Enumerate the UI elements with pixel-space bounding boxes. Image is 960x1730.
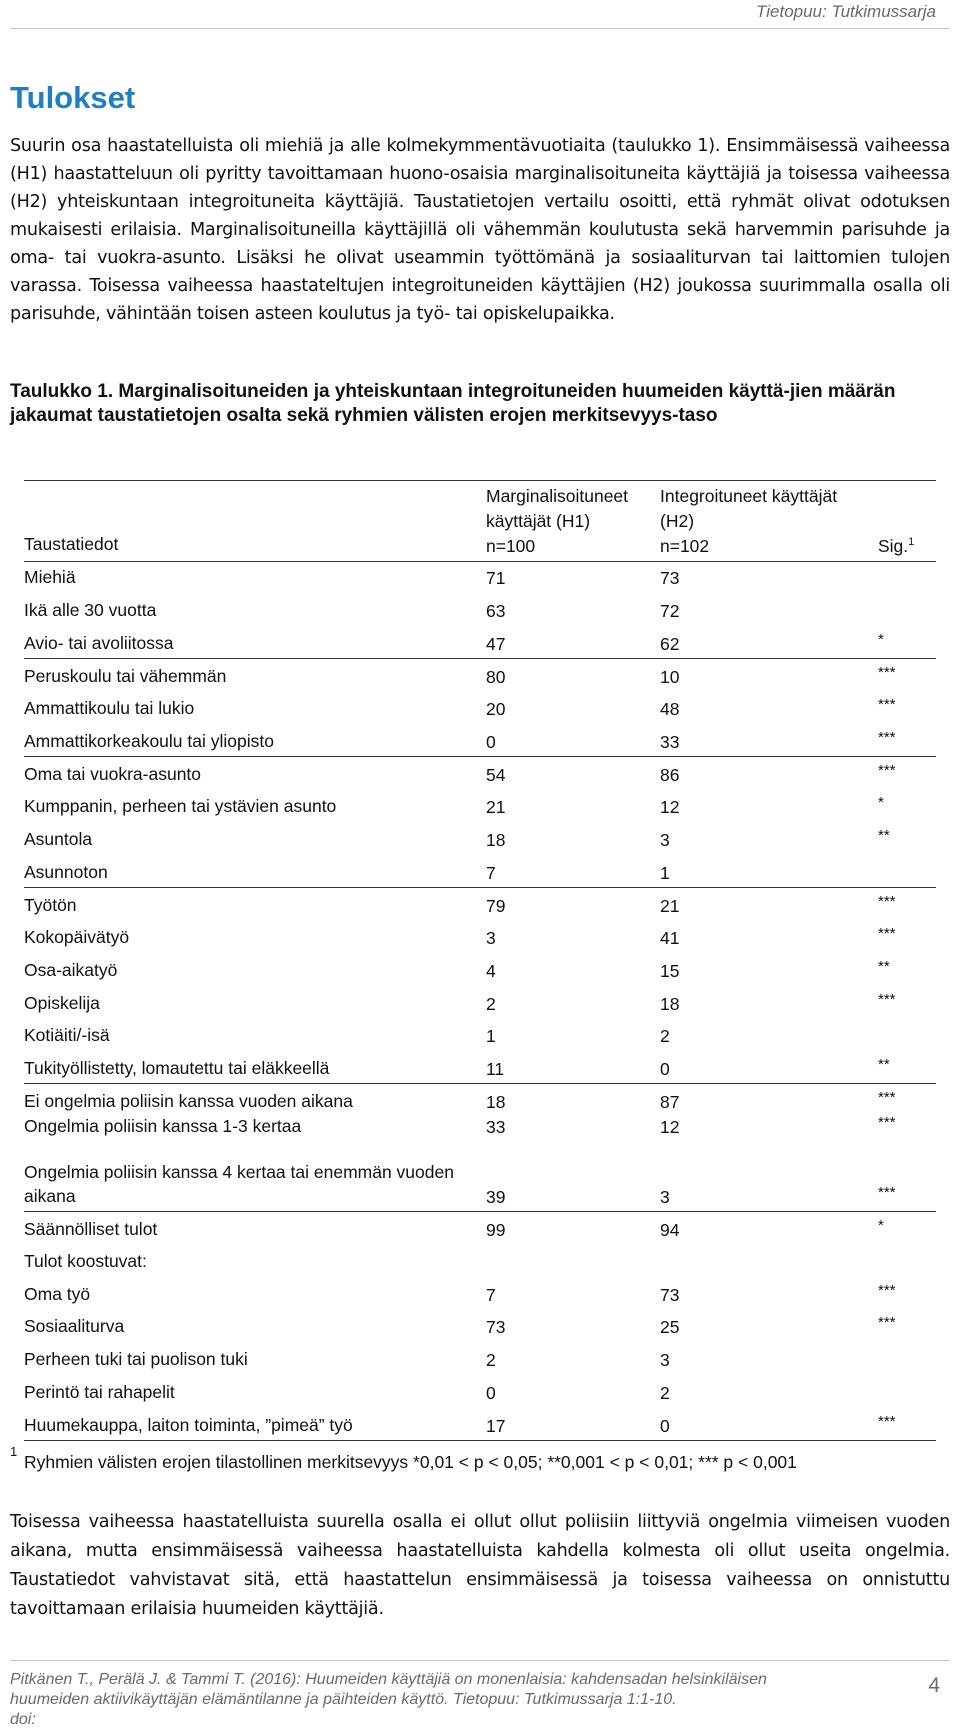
row-significance: ** bbox=[878, 1056, 890, 1073]
row-value-h2: 33 bbox=[660, 732, 680, 752]
row-label: Kotiäiti/-isä bbox=[24, 1025, 110, 1045]
row-value-h1: 18 bbox=[486, 1092, 506, 1112]
row-significance: *** bbox=[878, 893, 896, 910]
row-significance: *** bbox=[878, 729, 896, 746]
table-row bbox=[24, 1018, 936, 1050]
row-significance: * bbox=[878, 794, 884, 811]
row-label: Tulot koostuvat: bbox=[24, 1251, 147, 1271]
table-row bbox=[24, 789, 936, 821]
table-row bbox=[24, 821, 936, 854]
table-row bbox=[24, 1211, 936, 1244]
row-significance: *** bbox=[878, 991, 896, 1008]
row-label: Oma tai vuokra-asunto bbox=[24, 764, 202, 784]
row-value-h2: 0 bbox=[660, 1059, 670, 1079]
row-value-h2: 15 bbox=[660, 961, 680, 981]
row-value-h2: 72 bbox=[660, 601, 680, 621]
row-label: Avio- tai avoliitossa bbox=[24, 633, 174, 653]
row-value-h1: 21 bbox=[486, 797, 506, 817]
row-value-h1: 11 bbox=[486, 1059, 505, 1079]
row-value-h2: 62 bbox=[660, 634, 680, 654]
header-integrated bbox=[660, 484, 837, 559]
table-row bbox=[24, 1116, 936, 1141]
row-label: Ongelmia poliisin kanssa 1-3 kertaa bbox=[24, 1116, 302, 1136]
row-label: Peruskoulu tai vähemmän bbox=[24, 666, 227, 686]
row-value-h2: 21 bbox=[660, 896, 680, 916]
row-value-h1: 54 bbox=[486, 765, 506, 785]
header-taustatiedot: Taustatiedot bbox=[24, 534, 119, 554]
row-label: Oma työ bbox=[24, 1284, 91, 1304]
row-label: Ei ongelmia poliisin kanssa vuoden aikana bbox=[24, 1091, 353, 1111]
row-value-h2: 18 bbox=[660, 994, 680, 1014]
table-row bbox=[24, 1341, 936, 1374]
row-value-h2: 94 bbox=[660, 1220, 680, 1240]
row-label: Ikä alle 30 vuotta bbox=[24, 600, 157, 620]
row-value-h1: 18 bbox=[486, 830, 506, 850]
row-value-h2: 10 bbox=[660, 667, 680, 687]
table-caption: Taulukko 1. Marginalisoituneiden ja yhteiskuntaan integroituneiden huumeiden käyttä-jien määrän jakaumat taustatietojen osalta sekä ryhmien välisten erojen merkitsevyys-taso bbox=[10, 381, 896, 426]
table-row bbox=[24, 952, 936, 985]
header-divider bbox=[10, 28, 950, 29]
row-significance: *** bbox=[878, 1089, 896, 1106]
row-label: Osa-aikatyö bbox=[24, 960, 118, 980]
footer-citation-line2: huumeiden aktiivikäyttäjän elämäntilanne ja päihteiden käyttö. Tietopuu: Tutkimussarja 1:1-10. bbox=[10, 1691, 677, 1708]
table-row bbox=[24, 1374, 936, 1407]
row-value-h1: 2 bbox=[486, 1350, 496, 1370]
row-label: Ammattikorkeakoulu tai yliopisto bbox=[24, 731, 274, 751]
row-label: Asuntola bbox=[24, 829, 93, 849]
row-value-h1: 4 bbox=[486, 961, 496, 981]
table-row bbox=[24, 592, 936, 625]
header-marginalized bbox=[486, 484, 628, 559]
row-value-h1: 79 bbox=[486, 896, 506, 916]
footer-citation bbox=[10, 1670, 890, 1730]
table-row bbox=[24, 625, 936, 659]
row-significance: * bbox=[878, 1217, 884, 1234]
row-value-h2: 2 bbox=[660, 1383, 670, 1403]
row-value-h1: 63 bbox=[486, 601, 506, 621]
row-label: Perintö tai rahapelit bbox=[24, 1382, 175, 1402]
header-h1-line3: n=100 bbox=[486, 536, 536, 556]
closing-paragraph: Toisessa vaiheessa haastatelluista suurella osalla ei ollut ollut poliisiin liittyviä ongelmia viimeisen vuoden aikana, mutta ensimmäisessä vaiheessa haastatelluista kahdella kolmesta oli ollut useita ongelmia. Taustatiedot vahvistavat sitä, että haastattelun ensimmäisessä ja toisessa vaiheessa on onnistuttu tavoittamaan erilaisia huumeiden käyttäjiä. bbox=[10, 1512, 950, 1619]
row-value-h2: 12 bbox=[660, 797, 680, 817]
row-significance: * bbox=[878, 631, 884, 648]
row-label: Ongelmia poliisin kanssa 4 kertaa tai enemmän vuoden aikana bbox=[24, 1162, 454, 1206]
row-value-h2: 3 bbox=[660, 830, 670, 850]
table-row bbox=[24, 854, 936, 888]
page-number: 4 bbox=[928, 1674, 940, 1697]
row-value-h2: 73 bbox=[660, 1285, 680, 1305]
row-significance: *** bbox=[878, 1114, 896, 1131]
row-significance: *** bbox=[878, 1184, 896, 1201]
row-value-h1: 33 bbox=[486, 1117, 506, 1137]
table-row bbox=[24, 1050, 936, 1084]
table-row bbox=[24, 1141, 936, 1212]
header-h2-line1: Integroituneet käyttäjät bbox=[660, 486, 838, 506]
header-h2-line2: (H2) bbox=[660, 511, 695, 531]
row-value-h1: 0 bbox=[486, 1383, 496, 1403]
row-value-h2: 41 bbox=[660, 928, 680, 948]
running-header: Tietopuu: Tutkimussarja bbox=[756, 2, 936, 21]
row-value-h2: 48 bbox=[660, 699, 680, 719]
row-label: Opiskelija bbox=[24, 993, 100, 1013]
row-value-h2: 12 bbox=[660, 1117, 680, 1137]
row-value-h1: 2 bbox=[486, 994, 496, 1014]
row-value-h1: 71 bbox=[486, 568, 506, 588]
header-h2-line3: n=102 bbox=[660, 536, 710, 556]
table-row bbox=[24, 1309, 936, 1341]
row-label: Ammattikoulu tai lukio bbox=[24, 698, 195, 718]
header-h1-line2: käyttäjät (H1) bbox=[486, 511, 591, 531]
row-value-h1: 39 bbox=[486, 1187, 506, 1207]
table-row bbox=[24, 658, 936, 691]
row-label: Huumekauppa, laiton toiminta, ”pimeä” työ bbox=[24, 1415, 353, 1435]
table-footnote: Ryhmien välisten erojen tilastollinen merkitsevyys *0,01 < p < 0,05; **0,001 < p < 0,01; *** p < 0,001 bbox=[24, 1452, 797, 1472]
footer-citation-line1: Pitkänen T., Perälä J. & Tammi T. (2016): Huumeiden käyttäjiä on monenlaisia: kahdensadan helsinkiläisen bbox=[10, 1671, 767, 1688]
row-value-h1: 47 bbox=[486, 634, 506, 654]
header-sig bbox=[878, 530, 914, 559]
row-value-h1: 20 bbox=[486, 699, 506, 719]
row-value-h1: 1 bbox=[486, 1026, 496, 1046]
footnote-mark: 1 bbox=[10, 1444, 18, 1459]
row-label: Työtön bbox=[24, 895, 77, 915]
row-value-h2: 3 bbox=[660, 1187, 670, 1207]
table-row bbox=[24, 1244, 936, 1276]
table-row bbox=[24, 756, 936, 789]
header-sig-footnote-ref: 1 bbox=[908, 536, 915, 549]
row-significance: *** bbox=[878, 762, 896, 779]
row-significance: ** bbox=[878, 827, 890, 844]
table-row bbox=[24, 985, 936, 1018]
table-row bbox=[24, 887, 936, 920]
header-h1-line1: Marginalisoituneet bbox=[486, 486, 629, 506]
row-value-h2: 3 bbox=[660, 1350, 670, 1370]
row-value-h2: 87 bbox=[660, 1092, 680, 1112]
row-significance: *** bbox=[878, 1314, 896, 1331]
row-label: Kumppanin, perheen tai ystävien asunto bbox=[24, 796, 337, 816]
row-label: Tukityöllistetty, lomautettu tai eläkkeellä bbox=[24, 1058, 330, 1078]
row-label: Kokopäivätyö bbox=[24, 927, 130, 947]
row-label: Asunnoton bbox=[24, 862, 108, 882]
row-label: Säännölliset tulot bbox=[24, 1219, 158, 1239]
table-row bbox=[24, 1276, 936, 1309]
table-row bbox=[24, 691, 936, 723]
row-value-h1: 3 bbox=[486, 928, 496, 948]
row-value-h2: 25 bbox=[660, 1317, 680, 1337]
row-significance: *** bbox=[878, 925, 896, 942]
row-value-h1: 99 bbox=[486, 1220, 506, 1240]
table-row bbox=[24, 920, 936, 952]
intro-paragraph: Suurin osa haastatelluista oli miehiä ja alle kolmekymmentävuotiaita (taulukko 1). Ensimmäisessä vaiheessa (H1) haastatteluun oli pyritty tavoittamaan huono-osaisia marginalisoituneita käyttäjiä ja toisessa vaiheessa (H2) yhteiskuntaan integroituneita käyttäjiä. Taustatietojen vertailu osoitti, että ryhmät olivat odotuksen mukaisesti erilaisia. Marginalisoituneilla käyttäjillä oli vähemmän koulutusta sekä harvemmin parisuhde ja oma- tai vuokra-asunto. Lisäksi he olivat useammin työttömänä ja sosiaaliturvan tai laittomien tulojen varassa. Toisessa vaiheessa haastateltujen integroituneiden käyttäjien (H2) joukossa suurimmalla osalla oli parisuhde, vähintään toisen asteen koulutus ja työ- tai opiskelupaikka. bbox=[10, 136, 950, 324]
header-sig-label: Sig. bbox=[878, 536, 909, 556]
section-title: Tulokset bbox=[10, 80, 136, 115]
row-significance: *** bbox=[878, 664, 896, 681]
table-row bbox=[24, 723, 936, 757]
row-value-h1: 80 bbox=[486, 667, 506, 687]
row-value-h1: 0 bbox=[486, 732, 496, 752]
row-significance: *** bbox=[878, 1282, 896, 1299]
row-value-h1: 7 bbox=[486, 1285, 496, 1305]
footer-divider bbox=[10, 1660, 950, 1661]
row-value-h1: 73 bbox=[486, 1317, 506, 1337]
row-value-h2: 2 bbox=[660, 1026, 670, 1046]
table-header bbox=[24, 480, 936, 562]
row-value-h2: 86 bbox=[660, 765, 680, 785]
table-row bbox=[24, 560, 936, 592]
row-label: Perheen tuki tai puolison tuki bbox=[24, 1349, 248, 1369]
row-value-h1: 7 bbox=[486, 863, 496, 883]
row-significance: *** bbox=[878, 1413, 896, 1430]
row-label: Miehiä bbox=[24, 567, 76, 587]
row-value-h2: 73 bbox=[660, 568, 680, 588]
footer-citation-line3: doi: bbox=[10, 1711, 36, 1728]
row-significance: *** bbox=[878, 696, 896, 713]
row-significance: ** bbox=[878, 958, 890, 975]
row-value-h2: 1 bbox=[660, 863, 670, 883]
row-label: Sosiaaliturva bbox=[24, 1316, 125, 1336]
table-row bbox=[24, 1407, 936, 1441]
row-value-h1: 17 bbox=[486, 1416, 506, 1436]
table-row bbox=[24, 1083, 936, 1116]
row-value-h2: 0 bbox=[660, 1416, 670, 1436]
